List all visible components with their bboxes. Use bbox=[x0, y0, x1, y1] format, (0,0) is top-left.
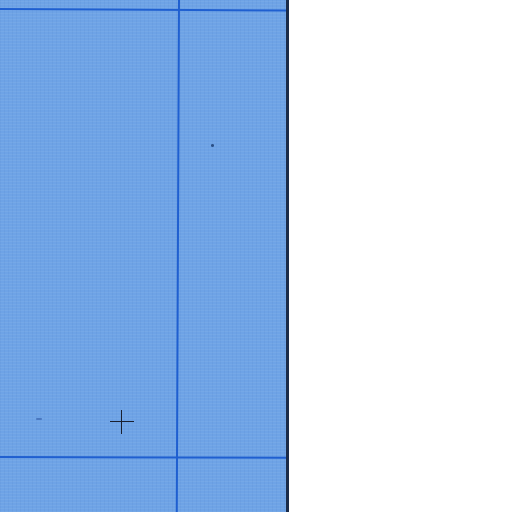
paper-right-edge bbox=[286, 0, 289, 512]
grid-line-vertical bbox=[176, 0, 180, 512]
crosshair-icon bbox=[110, 410, 134, 434]
grid-line-horizontal-bottom bbox=[0, 456, 288, 459]
grid-line-horizontal-top bbox=[0, 8, 288, 12]
crosshair-vertical-stroke bbox=[121, 410, 122, 434]
crosshair-horizontal-stroke bbox=[110, 421, 134, 422]
paper-speck bbox=[211, 144, 214, 147]
paper-speck bbox=[36, 418, 42, 420]
